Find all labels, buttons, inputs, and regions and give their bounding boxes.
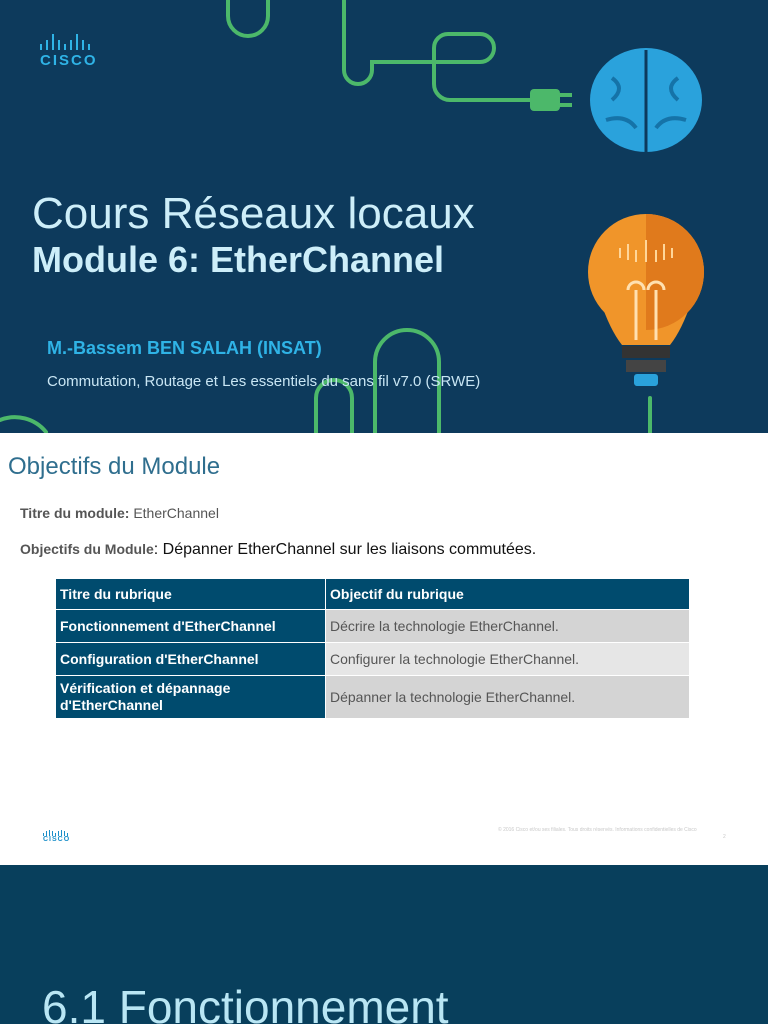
table-row (56, 676, 690, 719)
footer-cisco-logo-icon (43, 830, 70, 843)
topic-cell: Fonctionnement d'EtherChannel (56, 610, 326, 643)
logo-wordmark: CISCO (40, 52, 98, 69)
course-name: Commutation, Routage et Les essentiels du sans fil v7.0 (SRWE) (47, 373, 481, 390)
table-row (56, 643, 690, 676)
objective-cell: Dépanner la technologie EtherChannel. (326, 676, 690, 719)
title-slide (0, 0, 768, 433)
module-objective-line (20, 541, 536, 559)
table-header-row (56, 579, 690, 610)
lightbulb-icon (588, 214, 704, 386)
table-header-topic: Titre du rubrique (56, 579, 326, 610)
brain-icon (590, 48, 702, 152)
topic-cell: Vérification et dépannage d'EtherChannel (56, 676, 326, 719)
table-row (56, 610, 690, 643)
plug-icon (530, 89, 572, 111)
module-title-line (20, 505, 219, 521)
module-objective-label: Objectifs du Module (20, 541, 154, 557)
objectives-table (55, 578, 690, 719)
page-number: 2 (723, 834, 726, 840)
course-title: Cours Réseaux locaux (32, 189, 475, 238)
slide-heading: Objectifs du Module (8, 453, 221, 480)
cisco-logo-icon (40, 34, 98, 69)
module-title-label: Titre du module: (20, 505, 130, 521)
objective-cell: Configurer la technologie EtherChannel. (326, 643, 690, 676)
section-slide (0, 865, 768, 1024)
author-name: M.-Bassem BEN SALAH (INSAT) (47, 338, 322, 358)
section-title: 6.1 Fonctionnement (42, 981, 449, 1024)
module-objective-value: : Dépanner EtherChannel sur les liaisons commutées. (153, 541, 537, 558)
objective-cell: Décrire la technologie EtherChannel. (326, 610, 690, 643)
topic-cell: Configuration d'EtherChannel (56, 643, 326, 676)
objectives-slide (0, 433, 768, 865)
table-header-objective: Objectif du rubrique (326, 579, 690, 610)
copyright-notice: © 2016 Cisco et/ou ses filiales. Tous droits réservés. Informations confidentielles de Cisco (498, 827, 697, 833)
footer-logo-wordmark: CISCO (43, 836, 71, 843)
module-title-value: EtherChannel (133, 505, 219, 521)
module-subtitle: Module 6: EtherChannel (32, 239, 445, 280)
